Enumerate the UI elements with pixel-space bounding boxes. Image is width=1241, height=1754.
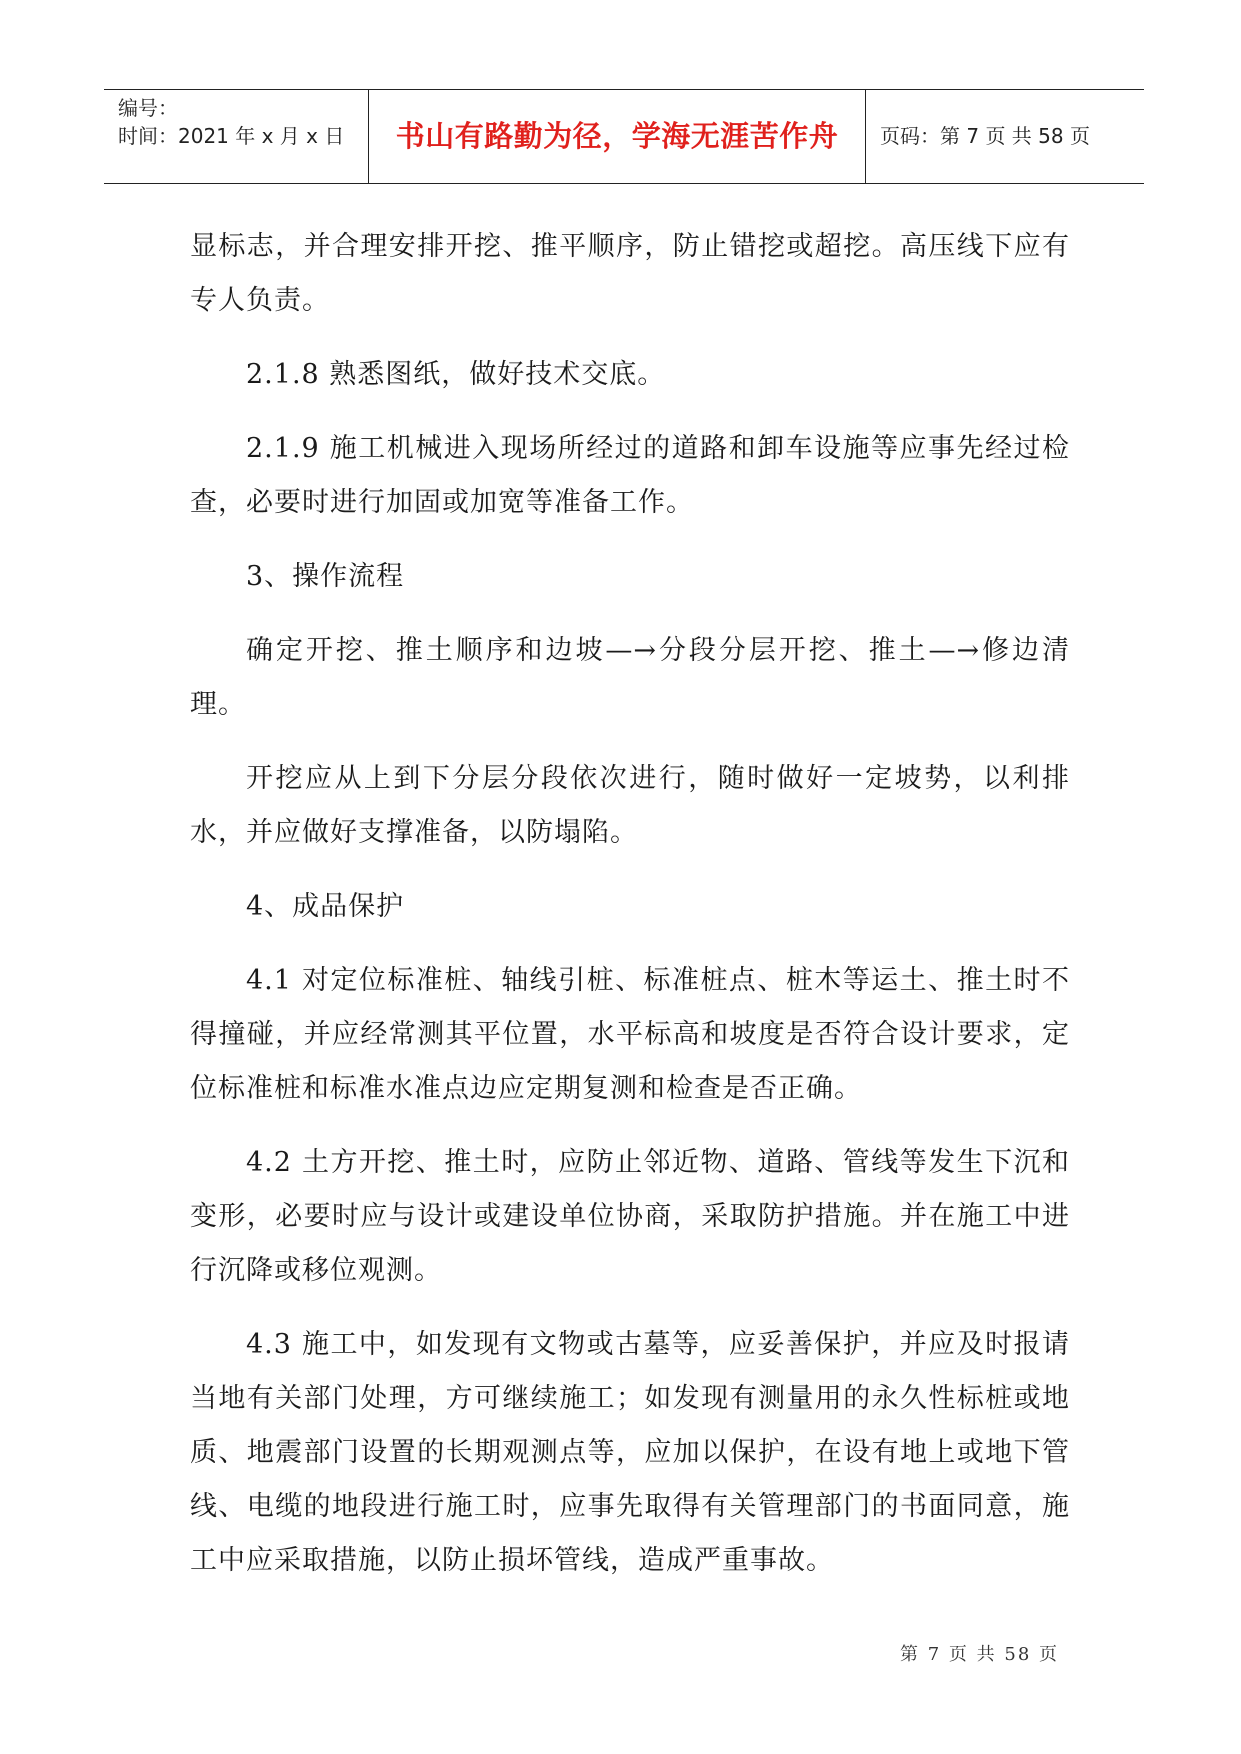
header-meta (104, 90, 369, 183)
page-header (104, 89, 1144, 184)
paragraph: 4.1 对定位标准桩、轴线引桩、标准桩点、桩木等运土、推土时不得撞碰，并应经常测其平位置，水平标高和坡度是否符合设计要求，定位标准桩和标准水准点边应定期复测和检查是否正确。 (190, 965, 1070, 1104)
header-motto: 书山有路勤为径，学海无涯苦作舟 (395, 119, 839, 153)
header-motto-cell (369, 90, 866, 183)
doc-date: 时间：2021 年 x 月 x 日 (118, 124, 345, 148)
header-page-info: 页码：第 7 页 共 58 页 (880, 124, 1090, 148)
paragraph: 开挖应从上到下分层分段依次进行，随时做好一定坡势，以利排水，并应做好支撑准备，以防塌陷。 (190, 763, 1070, 848)
paragraph: 4.2 土方开挖、推土时，应防止邻近物、道路、管线等发生下沉和变形，必要时应与设计或建设单位协商，采取防护措施。并在施工中进行沉降或移位观测。 (190, 1147, 1070, 1286)
paragraph: 2.1.8 熟悉图纸，做好技术交底。 (246, 359, 666, 390)
document-body (190, 220, 1070, 1608)
paragraph: 显标志，并合理安排开挖、推平顺序，防止错挖或超挖。高压线下应有专人负责。 (190, 231, 1070, 316)
section-heading: 3、操作流程 (246, 561, 405, 592)
doc-code-label: 编号： (118, 96, 178, 120)
page-footer: 第 7 页 共 58 页 (900, 1644, 1059, 1665)
section-heading: 4、成品保护 (246, 891, 405, 922)
paragraph: 4.3 施工中，如发现有文物或古墓等，应妥善保护，并应及时报请当地有关部门处理，方可继续施工；如发现有测量用的永久性标桩或地质、地震部门设置的长期观测点等，应加以保护，在设有地上或地下管线、电缆的地段进行施工时，应事先取得有关管理部门的书面同意，施工中应采取措施，以防止损坏管线，造成严重事故。 (190, 1329, 1070, 1576)
paragraph: 2.1.9 施工机械进入现场所经过的道路和卸车设施等应事先经过检查，必要时进行加固或加宽等准备工作。 (190, 433, 1070, 518)
paragraph: 确定开挖、推土顺序和边坡—→分段分层开挖、推土—→修边清理。 (190, 635, 1070, 720)
